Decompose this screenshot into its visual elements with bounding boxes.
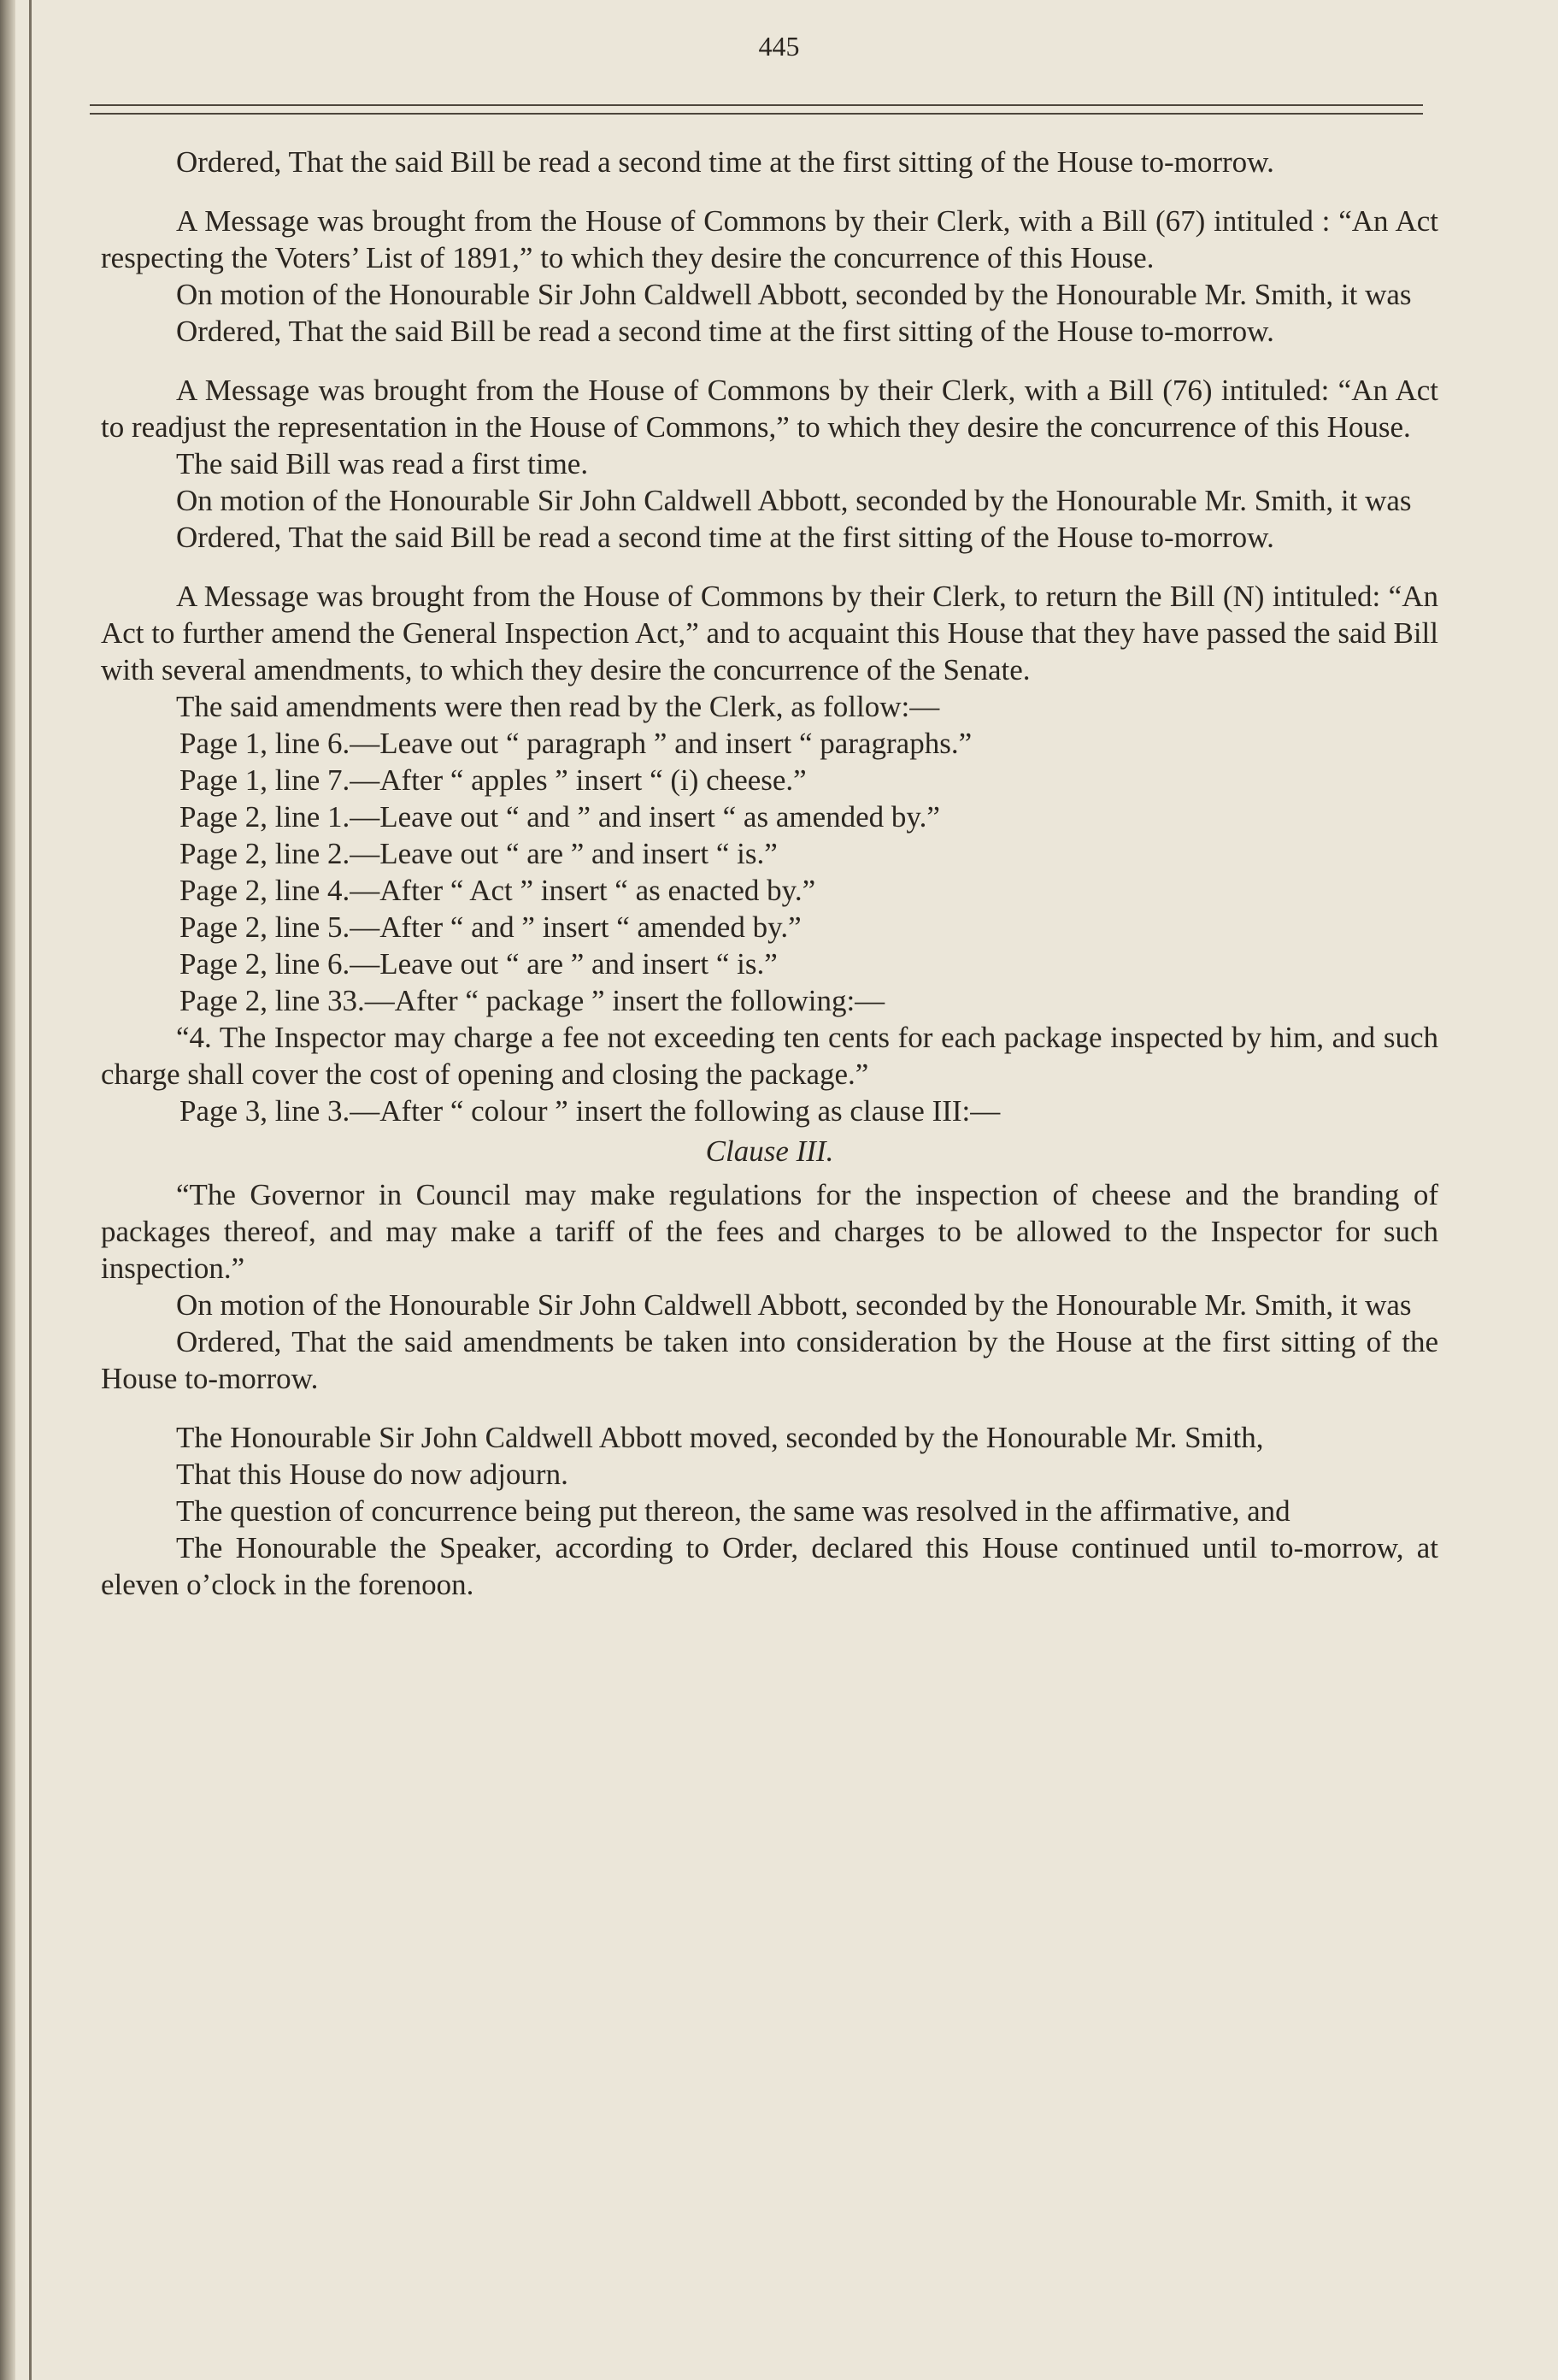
header-rule-bottom [90, 113, 1423, 115]
amendment-item: Page 3, line 3.—After “ colour ” insert the following as clause III:— [179, 1094, 1001, 1128]
header-rule-top [90, 104, 1423, 106]
amendment-item: Page 2, line 2.—Leave out “ are ” and insert “ is.” [179, 837, 778, 870]
page-body [101, 144, 1438, 1603]
adjourn-motion: The Honourable Sir John Caldwell Abbott moved, seconded by the Honourable Mr. Smith, [176, 1421, 1264, 1454]
page-binding-edge [0, 0, 15, 2380]
amendment-item: Page 2, line 6.—Leave out “ are ” and insert “ is.” [179, 947, 778, 981]
motion-paragraph: On motion of the Honourable Sir John Caldwell Abbott, seconded by the Honourable Mr. Smith, it was [176, 278, 1412, 311]
concurrence-paragraph: The question of concurrence being put thereon, the same was resolved in the affirmative, and [176, 1494, 1290, 1528]
order-paragraph: Ordered, That the said Bill be read a second time at the first sitting of the House to-morrow. [176, 145, 1274, 179]
order-paragraph: Ordered, That the said Bill be read a second time at the first sitting of the House to-morrow. [176, 521, 1274, 554]
amendments-intro: The said amendments were then read by the Clerk, as follow:— [176, 690, 940, 723]
amendment-item: Page 1, line 6.—Leave out “ paragraph ” and insert “ paragraphs.” [179, 727, 973, 760]
motion-paragraph: On motion of the Honourable Sir John Caldwell Abbott, seconded by the Honourable Mr. Smith, it was [176, 1288, 1412, 1322]
amendment-item: Page 2, line 1.—Leave out “ and ” and insert “ as amended by.” [179, 800, 940, 834]
amendment-item: Page 1, line 7.—After “ apples ” insert “ (i) cheese.” [179, 763, 807, 797]
message-paragraph: A Message was brought from the House of Commons by their Clerk, with a Bill (76) intituled: “An Act to readjust the representation in the House of Commons,” to which they desire the concurrence of this House. [101, 374, 1438, 444]
amendment-item: Page 2, line 33.—After “ package ” insert the following:— [179, 984, 885, 1017]
amendment-item: Page 2, line 5.—After “ and ” insert “ amended by.” [179, 910, 802, 944]
order-paragraph: Ordered, That the said Bill be read a second time at the first sitting of the House to-morrow. [176, 315, 1274, 348]
motion-paragraph: On motion of the Honourable Sir John Caldwell Abbott, seconded by the Honourable Mr. Smith, it was [176, 484, 1412, 517]
page-number: 445 [758, 31, 800, 62]
amendment-clause-text: “4. The Inspector may charge a fee not exceeding ten cents for each package inspected by him, and such charge shall cover the cost of opening and closing the package.” [101, 1021, 1438, 1091]
reading-paragraph: The said Bill was read a first time. [176, 447, 589, 480]
speaker-declaration: The Honourable the Speaker, according to Order, declared this House continued until to-morrow, at eleven o’clock in the forenoon. [101, 1531, 1438, 1601]
amendment-item: Page 2, line 4.—After “ Act ” insert “ as enacted by.” [179, 874, 816, 907]
margin-rule [29, 0, 32, 2380]
message-paragraph: A Message was brought from the House of Commons by their Clerk, to return the Bill (N) intituled: “An Act to further amend the General Inspection Act,” and to acquaint this House that they have passed the said Bill with several amendments, to which they desire the concurrence of the Senate. [101, 580, 1438, 686]
order-paragraph: Ordered, That the said amendments be taken into consideration by the House at the first sitting of the House to-morrow. [101, 1325, 1438, 1395]
adjourn-resolution: That this House do now adjourn. [176, 1458, 568, 1491]
message-paragraph: A Message was brought from the House of Commons by their Clerk, with a Bill (67) intituled : “An Act respecting the Voters’ List of 1891,” to which they desire the concurrence of this House. [101, 204, 1438, 274]
clause-heading: Clause III. [705, 1134, 834, 1168]
clause-text: “The Governor in Council may make regulations for the inspection of cheese and the branding of packages thereof, and may make a tariff of the fees and charges to be allowed to the Inspector for such inspection.” [101, 1178, 1438, 1285]
